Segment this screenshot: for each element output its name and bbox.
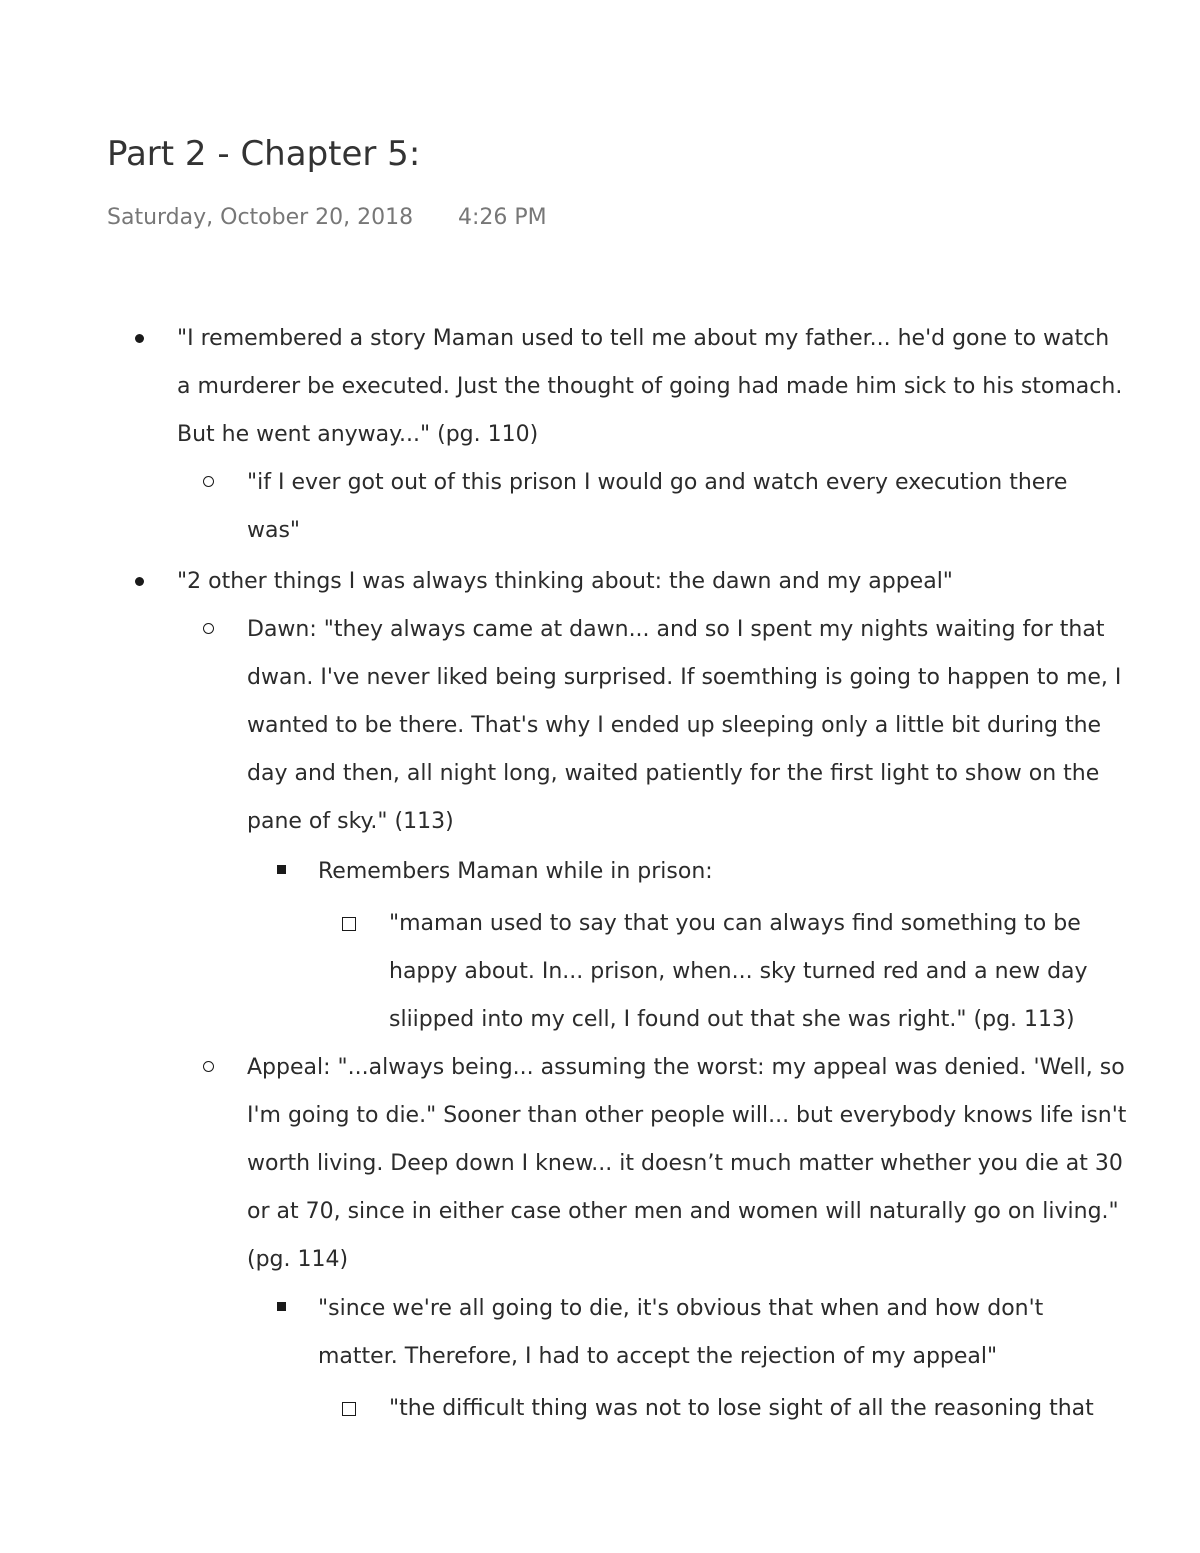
list-item	[247, 606, 1127, 846]
list-item	[177, 315, 1127, 459]
page-title: Part 2 - Chapter 5:	[107, 134, 421, 174]
list-item-text: "if I ever got out of this prison I would go and watch every execution there was"	[247, 470, 1068, 543]
list-item-text: "the difficult thing was not to lose sight of all the reasoning that	[389, 1396, 1094, 1421]
note-time: 4:26 PM	[458, 205, 547, 230]
bullet-disc-icon	[135, 577, 144, 586]
list-item-text: "maman used to say that you can always find something to be happy about. In... prison, when... sky turned red and a new day sliipped into my cell, I found out that she was right." (pg. 113)	[389, 911, 1088, 1032]
list-item	[389, 1385, 1124, 1433]
list-item-text: Remembers Maman while in prison:	[318, 859, 713, 884]
list-item-text: Appeal: "...always being... assuming the worst: my appeal was denied. 'Well, so I'm going to die." Sooner than other people will... but everybody knows life isn't worth living. Deep down I knew... it doesn’t much matter whether you die at 30 or at 70, since in either case other men and women will naturally go on living." (pg. 114)	[247, 1055, 1127, 1272]
list-item	[318, 848, 1118, 896]
list-item-text: "2 other things I was always thinking about: the dawn and my appeal"	[177, 569, 953, 594]
bullet-circle-icon	[203, 623, 214, 634]
list-item-text: "I remembered a story Maman used to tell me about my father... he'd gone to watch a murderer be executed. Just the thought of going had made him sick to his stomach. But he went anyway..." (pg. 110)	[177, 326, 1123, 447]
note-date: Saturday, October 20, 2018	[107, 205, 414, 230]
bullet-square-icon	[277, 865, 286, 874]
list-item-text: "since we're all going to die, it's obvious that when and how don't matter. Therefore, I had to accept the rejection of my appeal"	[318, 1296, 1044, 1369]
list-item-text: Dawn: "they always came at dawn... and so I spent my nights waiting for that dwan. I've never liked being surprised. If soemthing is going to happen to me, I wanted to be there. That's why I ended up sleeping only a little bit during the day and then, all night long, waited patiently for the first light to show on the pane of sky." (113)	[247, 617, 1122, 834]
bullet-square-icon	[277, 1302, 286, 1311]
list-item	[177, 558, 1127, 606]
list-item	[389, 900, 1124, 1044]
bullet-circle-icon	[203, 1061, 214, 1072]
checkbox-icon	[342, 917, 356, 931]
checkbox-icon	[342, 1402, 356, 1416]
bullet-disc-icon	[135, 334, 144, 343]
bullet-circle-icon	[203, 476, 214, 487]
list-item	[247, 1044, 1127, 1284]
list-item	[318, 1285, 1118, 1381]
list-item	[247, 459, 1127, 555]
